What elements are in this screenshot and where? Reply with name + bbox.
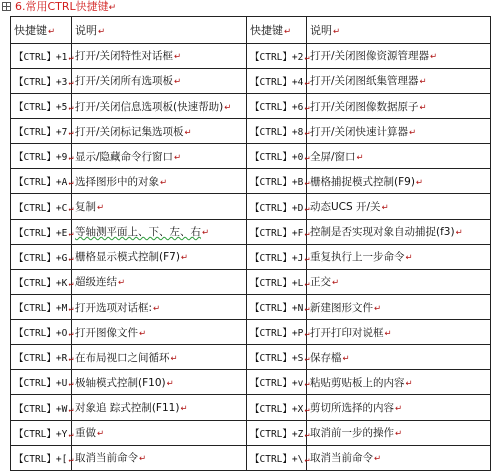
shortcut-desc-right-text: 粘贴剪贴板上的内容 [310,376,405,389]
table-row [11,395,491,420]
shortcut-desc-right [307,93,491,118]
shortcut-desc-left-text: 打开/关闭标记集选项板 [75,125,184,138]
paragraph-mark-icon: ↵ [405,378,413,389]
shortcut-key-right [247,93,310,118]
shortcut-desc-right-text: 剪切所选择的内容 [310,402,394,415]
shortcut-key-left [11,345,72,370]
shortcut-key-left-text: 【CTRL】+K [14,277,68,289]
shortcut-key-right-text: 【CTRL】+8 [250,127,304,139]
shortcut-desc-right [307,219,491,244]
paragraph-mark-icon: ↵ [68,404,74,415]
shortcut-key-left-text: 【CTRL】+M [14,303,68,315]
paragraph-mark-icon: ↵ [174,152,182,163]
paragraph-mark-icon: ↵ [184,127,192,138]
table-row [11,169,491,194]
shortcut-desc-right-text: 新建图形文件 [310,301,373,314]
paragraph-mark-icon: ↵ [304,128,310,139]
shortcut-key-left-text: 【CTRL】+3 [14,76,68,88]
paragraph-mark-icon: ↵ [202,228,210,239]
shortcut-desc-right [307,269,491,294]
shortcut-key-right [247,219,310,244]
shortcut-desc-right [307,395,491,420]
shortcut-key-right-text: 【CTRL】+B [250,177,304,189]
shortcut-key-left [11,68,72,93]
shortcut-desc-right [307,345,491,370]
shortcut-key-left-text: 【CTRL】+O [14,328,68,340]
paragraph-mark-icon: ↵ [174,52,182,63]
shortcut-key-right [247,68,310,93]
paragraph-mark-icon: ↵ [48,26,56,37]
shortcut-desc-left [72,345,247,370]
shortcut-desc-left-text: 打开/关闭所有选项板 [75,75,174,88]
table-row [11,294,491,319]
shortcut-key-right [247,169,310,194]
shortcut-key-left [11,119,72,144]
shortcut-desc-right [307,420,491,445]
paragraph-mark-icon: ↵ [68,178,74,189]
shortcut-key-left [11,294,72,319]
paragraph-mark-icon: ↵ [68,52,74,63]
shortcut-desc-left-text: 重做 [75,427,96,440]
paragraph-mark-icon: ↵ [180,404,188,415]
paragraph-mark-icon: ↵ [304,103,310,114]
table-row [11,345,491,370]
paragraph-mark-icon: ↵ [304,379,310,390]
shortcut-desc-right-text: 正交 [310,276,331,289]
shortcut-key-right-text: 【CTRL】+P [250,328,304,340]
shortcut-key-right-text: 【CTRL】+v [250,378,304,390]
shortcut-key-right-text: 【CTRL】+4 [250,76,304,88]
shortcut-desc-right-text: 取消前一步的操作 [310,427,394,440]
shortcut-key-left [11,445,72,470]
paragraph-mark-icon: ↵ [68,103,74,114]
shortcut-key-left-text: 【CTRL】+7 [14,127,68,139]
paragraph-mark-icon: ↵ [153,303,161,314]
shortcut-key-left [11,370,72,395]
shortcut-key-right-text: 【CTRL】+6 [250,102,304,114]
paragraph-mark-icon: ↵ [166,378,174,389]
shortcut-key-left [11,320,72,345]
shortcut-key-right [247,294,310,319]
shortcut-desc-right [307,244,491,269]
shortcut-desc-left [72,119,247,144]
paragraph-mark-icon: ↵ [68,153,74,164]
shortcut-desc-right [307,320,491,345]
shortcut-desc-right [307,144,491,169]
paragraph-mark-icon: ↵ [430,52,438,63]
shortcut-desc-left [72,294,247,319]
paragraph-mark-icon: ↵ [139,454,147,465]
shortcut-key-left-text: 【CTRL】+W [14,403,68,415]
shortcut-key-left [11,244,72,269]
paragraph-mark-icon: ↵ [332,278,340,289]
paragraph-mark-icon: ↵ [304,153,310,164]
paragraph-mark-icon: ↵ [409,127,417,138]
paragraph-mark-icon: ↵ [68,429,74,440]
paragraph-mark-icon: ↵ [333,26,341,37]
paragraph-mark-icon: ↵ [374,303,382,314]
shortcut-desc-right [307,370,491,395]
paragraph-mark-icon: ↵ [68,354,74,365]
shortcut-key-right-text: 【CTRL】+\ [250,453,304,465]
table-row [11,194,491,219]
shortcut-desc-left [72,244,247,269]
shortcut-desc-left-text: 超级连结 [75,276,117,289]
shortcut-desc-left-text: 打开/关闭特性对话框 [75,50,174,63]
paragraph-mark-icon: ↵ [68,203,74,214]
paragraph-mark-icon: ↵ [342,353,350,364]
paragraph-mark-icon: ↵ [304,329,310,340]
paragraph-mark-icon: ↵ [381,203,389,214]
shortcut-desc-left [72,320,247,345]
table-row [11,320,491,345]
table-row [11,244,491,269]
paragraph-mark-icon: ↵ [384,328,392,339]
shortcut-desc-right-text: 重复执行上一步命令 [310,251,405,264]
paragraph-mark-icon: ↵ [68,253,74,264]
shortcut-desc-left-text: 打开选项对话框: [75,301,153,314]
shortcut-key-left [11,43,72,68]
shortcut-desc-left-text: 等轴测平面上、下、左、右 [75,226,201,239]
shortcut-key-left [11,269,72,294]
paragraph-mark-icon: ↵ [455,228,463,239]
shortcut-key-right [247,119,310,144]
shortcut-key-left-text: 【CTRL】+R [14,353,68,365]
shortcut-desc-left [72,194,247,219]
paragraph-mark-icon: ↵ [419,102,427,113]
table-row [11,370,491,395]
shortcut-desc-left-text: 显示/隐藏命令行窗口 [75,150,174,163]
shortcut-key-left-text: 【CTRL】+[ [14,453,68,465]
shortcut-key-left-text: 【CTRL】+Y [14,428,68,440]
shortcut-desc-left [72,420,247,445]
shortcut-key-right-text: 【CTRL】+S [250,353,304,365]
shortcut-key-left-text: 【CTRL】+5 [14,102,68,114]
shortcut-key-right-text: 【CTRL】+F [250,227,304,239]
shortcut-key-right-text: 【CTRL】+J [250,252,304,264]
paragraph-mark-icon: ↵ [174,77,182,88]
shortcut-key-left [11,395,72,420]
shortcut-key-left-text: 【CTRL】+G [14,252,68,264]
header-desc-right: 说明↵ [307,17,491,44]
paragraph-mark-icon: ↵ [68,278,74,289]
table-header-row [11,17,491,44]
paragraph-mark-icon: ↵ [304,278,310,289]
paragraph-mark-icon: ↵ [304,253,310,264]
shortcut-desc-left [72,144,247,169]
shortcut-desc-right [307,294,491,319]
shortcut-desc-left-text: 栅格显示模式控制(F7) [75,251,180,264]
shortcut-key-right [247,420,310,445]
shortcut-desc-right-text: 保存檔 [310,351,342,364]
paragraph-mark-icon: ↵ [304,304,310,315]
paragraph-mark-icon: ↵ [284,26,292,37]
shortcut-desc-right [307,43,491,68]
table-row [11,119,491,144]
shortcut-key-right [247,320,310,345]
paragraph-mark-icon: ↵ [68,454,74,465]
shortcut-desc-right [307,445,491,470]
paragraph-mark-icon: ↵ [68,379,74,390]
shortcut-key-right-text: 【CTRL】+0 [250,152,304,164]
shortcut-key-left-text: 【CTRL】+9 [14,152,68,164]
shortcut-key-right [247,144,310,169]
shortcut-key-left [11,219,72,244]
shortcut-key-right [247,370,310,395]
paragraph-mark-icon: ↵ [97,203,105,214]
paragraph-mark-icon: ↵ [356,152,364,163]
section-title: 6.常用CTRL快捷键↵ [15,0,117,13]
shortcut-desc-right-text: 打开/关闭图像数据原子 [310,100,419,113]
paragraph-mark-icon: ↵ [68,304,74,315]
table-row [11,269,491,294]
paragraph-mark-icon: ↵ [68,329,74,340]
paragraph-mark-icon: ↵ [405,253,413,264]
shortcut-key-left [11,420,72,445]
shortcut-key-left-text: 【CTRL】+E [14,227,68,239]
shortcut-desc-right-text: 动态UCS 开/关 [310,201,381,214]
paragraph-mark-icon: ↵ [180,253,189,264]
table-row [11,445,491,470]
shortcut-desc-left [72,370,247,395]
shortcut-desc-left-text: 打开/关闭信息选项板(快速帮助) [75,100,224,113]
paragraph-mark-icon: ↵ [395,429,403,440]
table-row [11,93,491,118]
paragraph-mark-icon: ↵ [97,429,105,440]
table-move-handle-icon[interactable] [2,2,11,11]
shortcut-desc-left [72,93,247,118]
paragraph-mark-icon: ↵ [304,354,310,365]
shortcut-table [10,16,491,471]
shortcut-desc-left-text: 复制 [75,201,96,214]
shortcut-desc-left [72,169,247,194]
shortcut-key-right [247,244,310,269]
shortcut-desc-left-text: 在布局视口之间循环 [75,351,170,364]
paragraph-mark-icon: ↵ [304,454,310,465]
shortcut-key-left-text: 【CTRL】+U [14,378,68,390]
shortcut-key-right [247,269,310,294]
paragraph-mark-icon: ↵ [419,77,427,88]
paragraph-mark-icon: ↵ [374,454,382,465]
table-row [11,219,491,244]
shortcut-key-right [247,395,310,420]
paragraph-mark-icon: ↵ [160,177,168,188]
shortcut-key-left-text: 【CTRL】+1 [14,51,68,63]
heading-bar [2,0,498,14]
shortcut-key-left-text: 【CTRL】+C [14,202,68,214]
shortcut-desc-left [72,43,247,68]
paragraph-mark-icon: ↵ [68,77,74,88]
shortcut-desc-left-text: 选择图形中的对象 [75,175,159,188]
paragraph-mark-icon: ↵ [304,203,310,214]
shortcut-key-right [247,43,310,68]
shortcut-key-left-text: 【CTRL】+A [14,177,68,189]
paragraph-mark-icon: ↵ [68,128,74,139]
paragraph-mark-icon: ↵ [395,404,403,415]
paragraph-mark-icon: ↵ [415,177,424,188]
shortcut-desc-left [72,395,247,420]
paragraph-mark-icon: ↵ [68,228,74,239]
paragraph-mark-icon: ↵ [98,26,106,37]
paragraph-mark-icon: ↵ [304,52,310,63]
paragraph-mark-icon: ↵ [304,404,310,415]
paragraph-mark-icon: ↵ [118,278,126,289]
shortcut-desc-right-text: 取消当前命令 [310,452,373,465]
shortcut-key-right-text: 【CTRL】+L [250,277,304,289]
paragraph-mark-icon: ↵ [170,353,178,364]
shortcut-key-right [247,194,310,219]
paragraph-mark-icon: ↵ [304,178,310,189]
shortcut-key-left [11,169,72,194]
shortcut-desc-right-text: 栅格捕捉模式控制(F9) [310,175,415,188]
paragraph-mark-icon: ↵ [139,328,147,339]
shortcut-key-left [11,194,72,219]
shortcut-desc-left-text: 极轴模式控制(F10) [75,376,166,389]
shortcut-desc-left-text: 取消当前命令 [75,452,138,465]
shortcut-desc-right [307,169,491,194]
shortcut-desc-right [307,194,491,219]
shortcut-desc-left [72,68,247,93]
shortcut-key-right [247,345,310,370]
shortcut-desc-left-text: 打开图像文件 [75,326,138,339]
shortcut-desc-right-text: 打开打印对说框 [310,326,384,339]
shortcut-desc-right-text: 打开/关闭图像资源管理器 [310,50,430,63]
shortcut-key-left [11,93,72,118]
table-row [11,144,491,169]
paragraph-mark-icon: ↵ [224,102,232,113]
shortcut-key-right [247,445,310,470]
shortcut-desc-left [72,219,247,244]
header-desc-left: 说明↵ [72,17,247,44]
shortcut-key-right-text: 【CTRL】+2 [250,51,304,63]
shortcut-desc-right-text: 打开/关闭图纸集管理器 [310,75,419,88]
shortcut-key-left [11,144,72,169]
shortcut-desc-right-text: 控制是否实现对象自动捕捉(f3) [310,226,455,239]
shortcut-desc-left [72,445,247,470]
shortcut-desc-left [72,269,247,294]
paragraph-mark-icon: ↵ [304,228,310,239]
shortcut-key-right-text: 【CTRL】+X [250,403,304,415]
shortcut-desc-right-text: 打开/关闭快速计算器 [310,125,409,138]
header-key-right: 快捷键↵ [247,17,307,44]
table-row [11,420,491,445]
table-row [11,43,491,68]
paragraph-mark-icon: ↵ [304,77,310,88]
header-key-left: 快捷键↵ [11,17,72,44]
shortcut-desc-left-text: 对象追 踪式控制(F11) [75,402,180,415]
shortcut-desc-right-text: 全屏/窗口 [310,150,356,163]
shortcut-key-right-text: 【CTRL】+N [250,303,304,315]
paragraph-mark-icon: ↵ [108,3,117,13]
shortcut-desc-right [307,68,491,93]
shortcut-key-right-text: 【CTRL】+D [250,202,304,214]
table-row [11,68,491,93]
shortcut-key-right-text: 【CTRL】+Z [250,428,304,440]
paragraph-mark-icon: ↵ [304,429,310,440]
shortcut-desc-right [307,119,491,144]
